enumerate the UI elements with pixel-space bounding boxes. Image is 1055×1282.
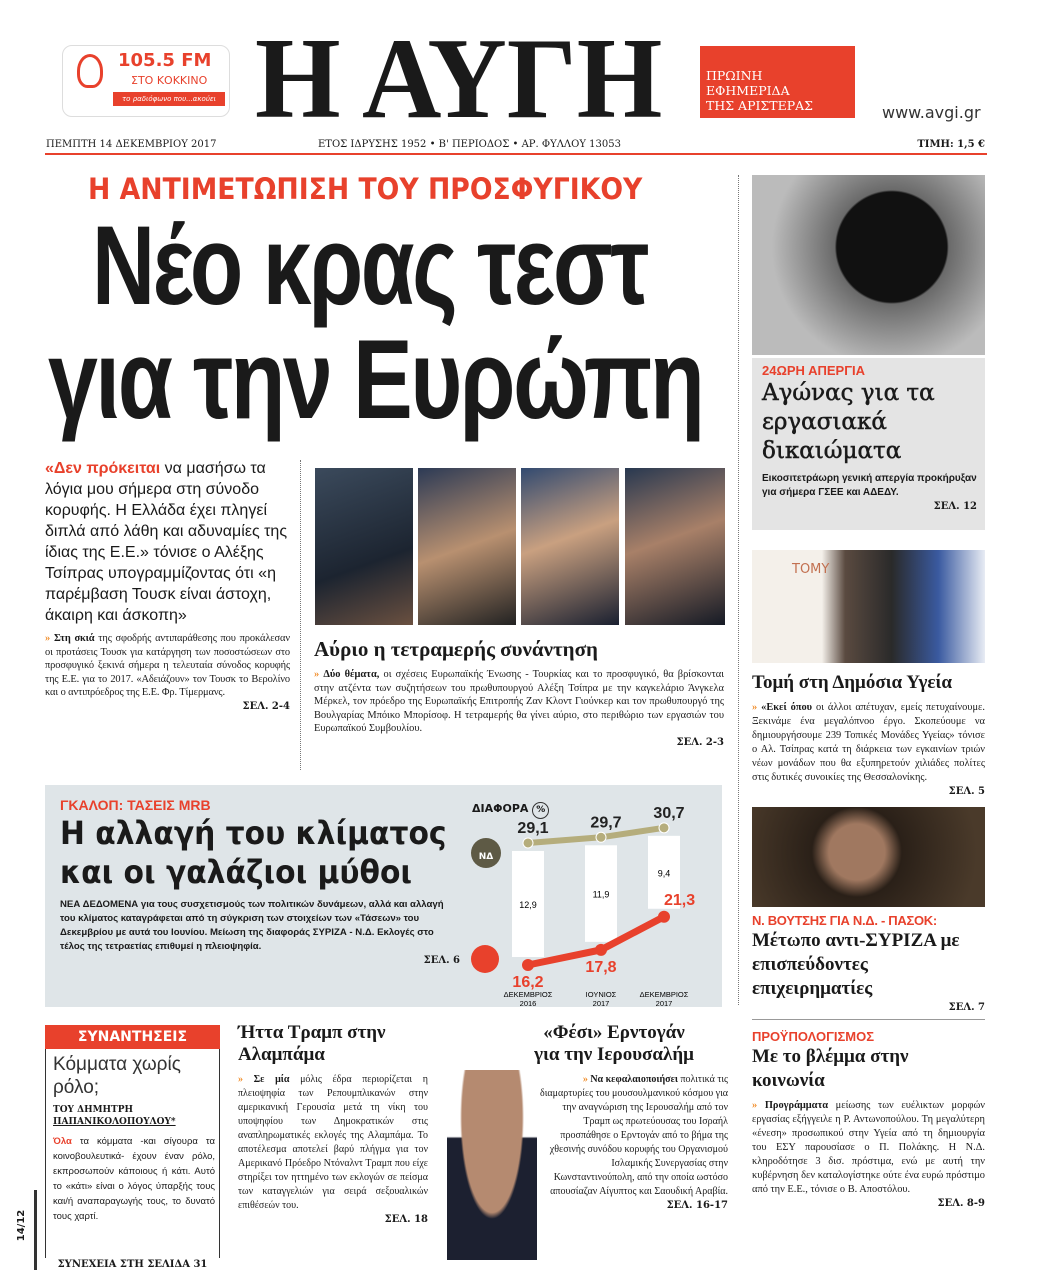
column-divider — [300, 460, 301, 770]
poll-article — [60, 796, 460, 968]
data-label: 17,8 — [585, 958, 617, 976]
nd-party-icon — [471, 838, 501, 868]
meeting-headline: Αύριο η τετραμερής συνάντηση — [314, 637, 598, 661]
body-lead: Να κεφαλαιοποιήσει — [590, 1074, 678, 1085]
radio-logo — [62, 45, 230, 117]
data-point — [658, 911, 670, 923]
body-text: μείωσης των ευέλικτων μορφών εργασίας εξήγγειλε η Ρ. Αντωνοπούλου. Τη μεγαλύτερη «ένεση» προσωπικού στην Υγεία από τη δημιουργία του ΕΣΥ παρουσίασε ο Π. Πολάκης. Η Ν.Δ. κληροδότησε 3 δισ. πρόστιμα, ενώ με αυτή την κυβέρνηση δεν καταλογίστηκε ούτε ένα ευρώ πρόστιμο από την Ε.Ε., τόνισε ο Β. Αποστόλου. — [752, 1100, 985, 1195]
x-tick-label: 2017 — [592, 999, 610, 1008]
price: ΤΙΜΗ: 1,5 € — [917, 139, 985, 150]
divider — [752, 1019, 985, 1020]
difference-label: 11,9 — [592, 889, 610, 900]
opinion-content — [53, 1053, 215, 1224]
opinion-continued-link[interactable]: ΣΥΝΕΧΕΙΑ ΣΤΗ ΣΕΛΙΔΑ 31 — [45, 1258, 220, 1271]
radio-name: ΣΤΟ ΚΟΚΚΙΝΟ — [131, 74, 208, 87]
opinion-section: ΣΥΝΑΝΤΗΣΕΙΣ — [45, 1025, 220, 1049]
data-label: 21,3 — [664, 891, 696, 909]
x-tick-label: ΔΕΚΕΜΒΡΙΟΣ — [639, 990, 689, 999]
edge-bar — [34, 1190, 37, 1270]
page-ref: ΣΕΛ. 5 — [948, 786, 985, 797]
radio-slogan: το ραδιόφωνο που...ακούει — [113, 92, 225, 106]
x-tick-label: 2017 — [655, 999, 673, 1008]
opinion-body — [53, 1134, 215, 1224]
body-text: τα κόμματα -και σίγουρα τα κοινοβουλευτικά- έχουν έναν ρόλο, εκπροσωπούν κάποιους ή κάτι. Αυτό το «κάτι» είναι ο λόγος ύπαρξής τους και/ή αναπαραγωγής τους, το δυνατό τους χαρτί. — [53, 1136, 215, 1222]
data-label: 29,1 — [517, 819, 549, 837]
headline-line: για την Ιερουσαλήμ — [534, 1044, 694, 1065]
body-text: οι σχέσεις Ευρωπαϊκής Ένωσης - Τουρκίας και το προσφυγικό, θα βρίσκονται στην ατζέντα των συζητήσεων του πρωθυπουργού Αλέξη Τσίπρα με την καγκελάριο Άνγκελα Μέρκελ, τον πρόεδρο της Ευρωπαϊκής Επιτροπής Ζαν Κλοντ Γιούνκερ και τον πρωθυπουργό της Βουλγαρίας Μπόικο Μπορίσοφ. Η τετραμερής θα γίνει αύριο, στο περιθώριο των εργασιών του Ευρωπαϊκού Συμβουλίου. — [314, 669, 724, 734]
trump-headline: Ήττα Τραμπ στην Αλαμπάμα — [238, 1022, 386, 1065]
strike-box — [752, 358, 985, 530]
tagline-box — [700, 46, 855, 118]
poll-chart — [500, 795, 720, 1009]
page-ref: ΣΕΛ. 7 — [948, 1002, 985, 1013]
body-lead: Στη σκιά — [53, 633, 95, 644]
health-body — [752, 701, 985, 785]
body-text: οι άλλοι απέτυχαν, εμείς πετυχαίνουμε. Ξεκινάμε ένα μεγαλόπνοο έργο. Σκοπεύουμε να δημιουργήσουμε 239 Τοπικές Μονάδες Υγείας» τόνισε ο Αλ. Τσίπρας κατά τη διάρκεια των εγκαινίων τριών νέων μονάδων που θα εξυπηρετούν χιλιάδες πολίτες στις δυτικές συνοικίες της Θεσσαλονίκης. — [752, 702, 985, 783]
photo-health-event — [752, 550, 985, 663]
opinion-author — [53, 1104, 215, 1128]
difference-label: 9,4 — [657, 868, 671, 879]
trump-article — [238, 1022, 428, 1227]
poll-kicker: ΓΚΑΛΟΠ: ΤΑΣΕΙΣ MRB — [60, 797, 211, 813]
strike-body: Εικοσιτετράωρη γενική απεργία προκήρυξαν για σήμερα ΓΣΕΕ και ΑΔΕΔΥ. — [762, 473, 977, 498]
body-text: της σφοδρής αντιπαράθεσης που προκάλεσαν οι προτάσεις Τουσκ για κατάργηση των ποσοστώσεων στο προσφυγικό ξεκινά σήμερα η τελευταία σύνοδος κορυφής της Ε.Ε. για το 2017. «Αδειάζουν» τον Τουσκ το Βερολίνο και ο αντιπρόεδρος της Ε.Ε. Φρ. Τίμερμανς. — [45, 633, 290, 698]
quote-text: να μασήσω τα λόγια μου σήμερα στη σύνοδο κορυφής. Η Ελλάδα έχει πληγεί διπλά από λάθη και αδυναμίες της ίδιας της Ε.Ε.» τόνισε ο Αλέξης Τσίπρας υπογραμμίζοντας ότι «η παρέμβαση Τουσκ είναι άστοχη, άκαιρη και άσκοπη» — [45, 460, 288, 624]
opinion-title: Κόμματα χωρίς ρόλο; — [53, 1054, 181, 1098]
arrow-icon: » — [45, 633, 51, 644]
body-lead: Όλα — [53, 1136, 72, 1147]
lead-quote — [45, 458, 290, 626]
voutsis-headline: Μέτωπο αντι-ΣΥΡΙΖΑ με επισπεύδοντες επιχειρηματίες — [752, 930, 960, 999]
page-ref: ΣΕΛ. 8-9 — [937, 1198, 985, 1209]
body-lead: «Εκεί όπου — [761, 702, 813, 713]
headline-line: «Φέσι» Ερντογάν — [543, 1022, 685, 1043]
data-label: 16,2 — [512, 974, 544, 991]
page-ref: ΣΕΛ. 2-3 — [676, 736, 724, 748]
body-lead: Δύο θέματα, — [323, 669, 380, 680]
lightbulb-icon — [77, 54, 103, 88]
newspaper-title: Η ΑΥΓΗ — [255, 13, 663, 143]
budget-kicker: ΠΡΟΫΠΟΛΟΓΙΣΜΟΣ — [752, 1029, 875, 1044]
data-label: 29,7 — [590, 814, 622, 832]
photo-sign: TOMY — [792, 562, 830, 577]
health-headline: Τομή στη Δημόσια Υγεία — [752, 672, 953, 693]
chart-unit-badge: % — [532, 802, 549, 819]
arrow-icon: » — [582, 1074, 588, 1085]
x-tick-label: 2016 — [519, 999, 537, 1008]
masthead-rule — [45, 153, 987, 155]
body-text: πολιτικά τις διαμαρτυρίες του μουσουλμανικού κόσμου για την αναγνώριση της Ιερουσαλήμ από τον Τραμπ ως πρωτεύουσας του Ισραήλ προσπάθησε ο Ερντογάν από το βήμα της χθεσινής συνόδου κορυφής του Οργανισμού Ισλαμικής Συνεργασίας στην Κωνσταντινούπολη, από την οποία ωστόσο απουσίαζαν Αίγυπτος και Σαουδική Αραβία. — [540, 1074, 728, 1197]
arrow-icon: » — [752, 1100, 758, 1111]
photo-erdogan — [447, 1070, 537, 1260]
lead-headline-2: για την Ευρώπη — [48, 317, 703, 442]
data-point — [596, 832, 606, 842]
meeting-body — [314, 668, 724, 736]
page-ref: ΣΕΛ. 18 — [384, 1214, 428, 1225]
budget-body — [752, 1099, 985, 1197]
lead-kicker: Η ΑΝΤΙΜΕΤΩΠΙΣΗ ΤΟΥ ΠΡΟΣΦΥΓΙΚΟΥ — [88, 172, 643, 206]
body-text: μόλις έδρα περιορίζεται η πλειοψηφία των Ρεπουμπλικανών στην αμερικανική Γερουσία μετά τη νίκη του υποψηφίου των Δημοκρατικών στις αναπληρωματικές εκλογές της Αλαμπάμα. Το αποτέλεσμα αποτελεί βαρύ πλήγμα για τον Αμερικανό Πρόεδρο Ντόναλντ Τραμπ που είχε στηρίξει τον ηττημένο των εκλογών σε πείσμα των καταγγελιών για σειρά σεξουαλικών επιθέσεών του. — [238, 1074, 428, 1211]
lead-body — [45, 632, 290, 700]
x-tick-label: ΙΟΥΝΙΟΣ — [585, 990, 617, 999]
erdogan-headline — [500, 1022, 728, 1066]
lead-headline-1: Νέο κρας τεστ — [92, 203, 648, 328]
arrow-icon: » — [752, 702, 758, 713]
poll-headline-2: και οι γαλάζιοι μύθοι — [60, 853, 413, 891]
data-point — [523, 838, 533, 848]
strike-kicker: 24ΩΡΗ ΑΠΕΡΓΙΑ — [762, 363, 866, 378]
arrow-icon: » — [314, 669, 320, 680]
meeting-article — [314, 636, 724, 750]
page-ref: ΣΕΛ. 12 — [933, 501, 977, 512]
poll-headline-1: Η αλλαγή του κλίματος — [60, 814, 447, 852]
page-ref: ΣΕΛ. 2-4 — [242, 700, 290, 712]
budget-headline: Με το βλέμμα στην κοινωνία — [752, 1046, 909, 1091]
poll-body: ΝΕΑ ΔΕΔΟΜΕΝΑ για τους συσχετισμούς των πολιτικών δυνάμεων, αλλά και αλλαγή του κλίματος καταγράφεται από τη σύγκριση των στοιχείων των «Τάσεων» του Δεκεμβρίου με αυτά του Ιουνίου. Μείωση της διαφοράς ΣΥΡΙΖΑ - Ν.Δ. Εκλογές στο τέλος της τετραετίας επιθυμεί η πλειοψηφία. — [60, 899, 444, 952]
erdogan-body — [540, 1073, 728, 1199]
arrow-icon: » — [238, 1074, 243, 1085]
strike-headline: Αγώνας για τα εργασιακά δικαιώματα — [762, 380, 935, 464]
data-point — [595, 944, 607, 956]
chart-title-text: ΔΙΑΦΟΡΑ — [472, 802, 529, 815]
page-ref: ΣΕΛ. 16-17 — [666, 1200, 728, 1211]
quote-lead: «Δεν πρόκειται — [45, 460, 161, 477]
website-link[interactable]: www.avgi.gr — [882, 103, 981, 122]
radio-frequency: 105.5 FM — [118, 50, 212, 71]
photo-merkel — [418, 468, 516, 625]
column-divider — [738, 175, 739, 1005]
syriza-party-icon — [471, 945, 499, 973]
issue-date: ΠΕΜΠΤΗ 14 ΔΕΚΕΜΒΡΙΟΥ 2017 — [46, 139, 217, 150]
photo-tsipras — [315, 468, 413, 625]
data-point — [659, 823, 669, 833]
erdogan-article — [540, 1073, 728, 1213]
tagline-line: ΠΡΩΙΝΗ — [706, 68, 763, 83]
data-label: 30,7 — [653, 804, 685, 822]
photo-juncker — [521, 468, 619, 625]
photo-borisov — [625, 468, 725, 625]
right-column — [752, 175, 985, 1211]
body-lead: Σε μία — [253, 1074, 290, 1085]
lead-column — [45, 458, 290, 714]
edge-date: 14/12 — [16, 1209, 28, 1242]
author-line: ΠΑΠΑΝΙΚΟΛΟΠΟΥΛΟΥ* — [53, 1117, 176, 1127]
tagline-line: ΕΦΗΜΕΡΙΔΑ — [706, 83, 790, 98]
difference-label: 12,9 — [519, 899, 537, 910]
photo-voutsis — [752, 807, 985, 907]
photo-megaphone — [752, 175, 985, 355]
voutsis-kicker: Ν. ΒΟΥΤΣΗΣ ΓΙΑ Ν.Δ. - ΠΑΣΟΚ: — [752, 913, 937, 928]
author-line: ΤΟΥ ΔΗΜΗΤΡΗ — [53, 1105, 134, 1115]
page-ref: ΣΕΛ. 6 — [423, 955, 460, 966]
x-tick-label: ΔΕΚΕΜΒΡΙΟΣ — [503, 990, 553, 999]
tagline-line: ΤΗΣ ΑΡΙΣΤΕΡΑΣ — [706, 98, 814, 113]
issue-info: ΕΤΟΣ ΙΔΡΥΣΗΣ 1952 • Β' ΠΕΡΙΟΔΟΣ • ΑΡ. ΦΥΛΛΟΥ 13053 — [318, 139, 621, 150]
nd-label: ΝΔ — [478, 852, 494, 862]
trump-body — [238, 1073, 428, 1213]
body-lead: Προγράμματα — [764, 1100, 829, 1111]
data-point — [522, 959, 534, 971]
